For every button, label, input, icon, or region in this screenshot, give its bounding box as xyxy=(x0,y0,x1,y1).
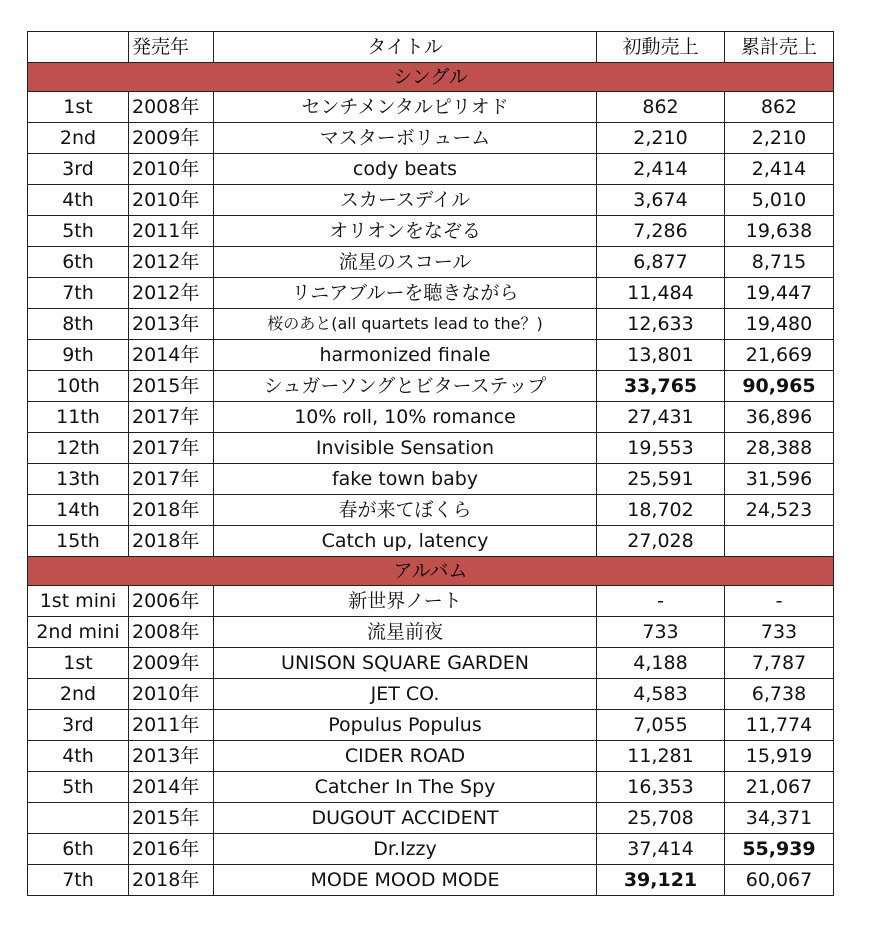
release-title: CIDER ROAD xyxy=(214,741,597,772)
table-row xyxy=(28,216,834,247)
row-number: 12th xyxy=(28,433,129,464)
table-row xyxy=(28,309,834,340)
first-week-sales: 4,583 xyxy=(597,679,725,710)
release-year: 2016年 xyxy=(129,834,214,865)
row-number: 8th xyxy=(28,309,129,340)
row-number: 3rd xyxy=(28,154,129,185)
total-sales: 8,715 xyxy=(725,247,834,278)
row-number: 1st xyxy=(28,648,129,679)
table-row xyxy=(28,834,834,865)
release-title: 流星前夜 xyxy=(214,617,597,648)
first-week-sales: 27,028 xyxy=(597,526,725,557)
singles-section-row xyxy=(28,63,834,92)
row-number: 14th xyxy=(28,495,129,526)
row-number: 5th xyxy=(28,216,129,247)
total-sales xyxy=(725,526,834,557)
total-sales: 24,523 xyxy=(725,495,834,526)
release-title: Populus Populus xyxy=(214,710,597,741)
first-week-sales: 733 xyxy=(597,617,725,648)
row-number: 7th xyxy=(28,865,129,896)
first-week-sales: 25,708 xyxy=(597,803,725,834)
table-row xyxy=(28,648,834,679)
table-row xyxy=(28,741,834,772)
table-row xyxy=(28,803,834,834)
release-title: シュガーソングとビターステップ xyxy=(214,371,597,402)
release-year: 2018年 xyxy=(129,865,214,896)
total-sales: 21,067 xyxy=(725,772,834,803)
table-row xyxy=(28,433,834,464)
total-sales: 60,067 xyxy=(725,865,834,896)
albums-section-label: アルバム xyxy=(28,557,834,586)
release-title: センチメンタルピリオド xyxy=(214,92,597,123)
header-title: タイトル xyxy=(214,32,597,63)
release-year: 2015年 xyxy=(129,803,214,834)
total-sales: 28,388 xyxy=(725,433,834,464)
row-number xyxy=(28,803,129,834)
release-year: 2010年 xyxy=(129,185,214,216)
release-year: 2011年 xyxy=(129,710,214,741)
first-week-sales: 33,765 xyxy=(597,371,725,402)
total-sales: 2,210 xyxy=(725,123,834,154)
release-year: 2018年 xyxy=(129,495,214,526)
total-sales: 2,414 xyxy=(725,154,834,185)
total-sales: 5,010 xyxy=(725,185,834,216)
total-sales: 36,896 xyxy=(725,402,834,433)
first-week-sales: 6,877 xyxy=(597,247,725,278)
release-year: 2017年 xyxy=(129,433,214,464)
release-title: cody beats xyxy=(214,154,597,185)
total-sales: 11,774 xyxy=(725,710,834,741)
singles-section-label: シングル xyxy=(28,63,834,92)
total-sales: - xyxy=(725,586,834,617)
first-week-sales: 19,553 xyxy=(597,433,725,464)
table-row xyxy=(28,278,834,309)
release-title: 新世界ノート xyxy=(214,586,597,617)
row-number: 5th xyxy=(28,772,129,803)
table-row xyxy=(28,185,834,216)
first-week-sales: 11,484 xyxy=(597,278,725,309)
release-title: JET CO. xyxy=(214,679,597,710)
release-year: 2006年 xyxy=(129,586,214,617)
total-sales: 34,371 xyxy=(725,803,834,834)
release-year: 2017年 xyxy=(129,402,214,433)
first-week-sales: - xyxy=(597,586,725,617)
table-row xyxy=(28,123,834,154)
row-number: 2nd xyxy=(28,679,129,710)
release-year: 2012年 xyxy=(129,247,214,278)
table-row xyxy=(28,710,834,741)
release-year: 2010年 xyxy=(129,154,214,185)
albums-section-row xyxy=(28,557,834,586)
release-year: 2014年 xyxy=(129,772,214,803)
release-title: スカースデイル xyxy=(214,185,597,216)
total-sales: 7,787 xyxy=(725,648,834,679)
total-sales: 90,965 xyxy=(725,371,834,402)
release-title: 流星のスコール xyxy=(214,247,597,278)
first-week-sales: 25,591 xyxy=(597,464,725,495)
release-title: Catcher In The Spy xyxy=(214,772,597,803)
first-week-sales: 27,431 xyxy=(597,402,725,433)
header-year: 発売年 xyxy=(129,32,214,63)
table-row xyxy=(28,464,834,495)
row-number: 1st xyxy=(28,92,129,123)
row-number: 6th xyxy=(28,834,129,865)
release-year: 2012年 xyxy=(129,278,214,309)
release-title: 10% roll, 10% romance xyxy=(214,402,597,433)
table-row xyxy=(28,865,834,896)
first-week-sales: 16,353 xyxy=(597,772,725,803)
total-sales: 19,447 xyxy=(725,278,834,309)
release-title: 桜のあと(all quartets lead to the？) xyxy=(214,309,597,340)
row-number: 11th xyxy=(28,402,129,433)
release-year: 2011年 xyxy=(129,216,214,247)
table-row xyxy=(28,526,834,557)
release-year: 2014年 xyxy=(129,340,214,371)
release-year: 2013年 xyxy=(129,741,214,772)
header-first-week: 初動売上 xyxy=(597,32,725,63)
row-number: 3rd xyxy=(28,710,129,741)
table-row xyxy=(28,92,834,123)
total-sales: 733 xyxy=(725,617,834,648)
release-title: MODE MOOD MODE xyxy=(214,865,597,896)
row-number: 4th xyxy=(28,185,129,216)
first-week-sales: 862 xyxy=(597,92,725,123)
row-number: 6th xyxy=(28,247,129,278)
release-year: 2015年 xyxy=(129,371,214,402)
table-row xyxy=(28,340,834,371)
first-week-sales: 4,188 xyxy=(597,648,725,679)
release-title: UNISON SQUARE GARDEN xyxy=(214,648,597,679)
row-number: 7th xyxy=(28,278,129,309)
first-week-sales: 18,702 xyxy=(597,495,725,526)
first-week-sales: 7,055 xyxy=(597,710,725,741)
row-number: 4th xyxy=(28,741,129,772)
release-year: 2018年 xyxy=(129,526,214,557)
first-week-sales: 11,281 xyxy=(597,741,725,772)
release-year: 2017年 xyxy=(129,464,214,495)
first-week-sales: 13,801 xyxy=(597,340,725,371)
release-title: harmonized finale xyxy=(214,340,597,371)
header-no xyxy=(28,32,129,63)
row-number: 10th xyxy=(28,371,129,402)
table-row xyxy=(28,772,834,803)
release-title: リニアブルーを聴きながら xyxy=(214,278,597,309)
release-year: 2008年 xyxy=(129,617,214,648)
release-title: マスターボリューム xyxy=(214,123,597,154)
header-row xyxy=(28,32,834,63)
first-week-sales: 12,633 xyxy=(597,309,725,340)
first-week-sales: 2,414 xyxy=(597,154,725,185)
release-year: 2008年 xyxy=(129,92,214,123)
total-sales: 15,919 xyxy=(725,741,834,772)
release-title: 春が来てぼくら xyxy=(214,495,597,526)
total-sales: 6,738 xyxy=(725,679,834,710)
total-sales: 862 xyxy=(725,92,834,123)
total-sales: 21,669 xyxy=(725,340,834,371)
row-number: 13th xyxy=(28,464,129,495)
release-title: Dr.Izzy xyxy=(214,834,597,865)
first-week-sales: 39,121 xyxy=(597,865,725,896)
release-title: fake town baby xyxy=(214,464,597,495)
release-title: DUGOUT ACCIDENT xyxy=(214,803,597,834)
release-title: Catch up, latency xyxy=(214,526,597,557)
table-row xyxy=(28,154,834,185)
total-sales: 31,596 xyxy=(725,464,834,495)
table-row xyxy=(28,402,834,433)
release-year: 2010年 xyxy=(129,679,214,710)
table-row xyxy=(28,679,834,710)
row-number: 15th xyxy=(28,526,129,557)
row-number: 2nd xyxy=(28,123,129,154)
release-year: 2013年 xyxy=(129,309,214,340)
release-title: Invisible Sensation xyxy=(214,433,597,464)
total-sales: 19,480 xyxy=(725,309,834,340)
sales-table xyxy=(27,31,834,896)
total-sales: 55,939 xyxy=(725,834,834,865)
release-year: 2009年 xyxy=(129,648,214,679)
total-sales: 19,638 xyxy=(725,216,834,247)
first-week-sales: 7,286 xyxy=(597,216,725,247)
release-year: 2009年 xyxy=(129,123,214,154)
row-number: 2nd mini xyxy=(28,617,129,648)
header-total: 累計売上 xyxy=(725,32,834,63)
first-week-sales: 37,414 xyxy=(597,834,725,865)
row-number: 9th xyxy=(28,340,129,371)
table-row xyxy=(28,495,834,526)
first-week-sales: 2,210 xyxy=(597,123,725,154)
table-row xyxy=(28,371,834,402)
table-row xyxy=(28,617,834,648)
release-title: オリオンをなぞる xyxy=(214,216,597,247)
row-number: 1st mini xyxy=(28,586,129,617)
table-row xyxy=(28,247,834,278)
first-week-sales: 3,674 xyxy=(597,185,725,216)
table-row xyxy=(28,586,834,617)
